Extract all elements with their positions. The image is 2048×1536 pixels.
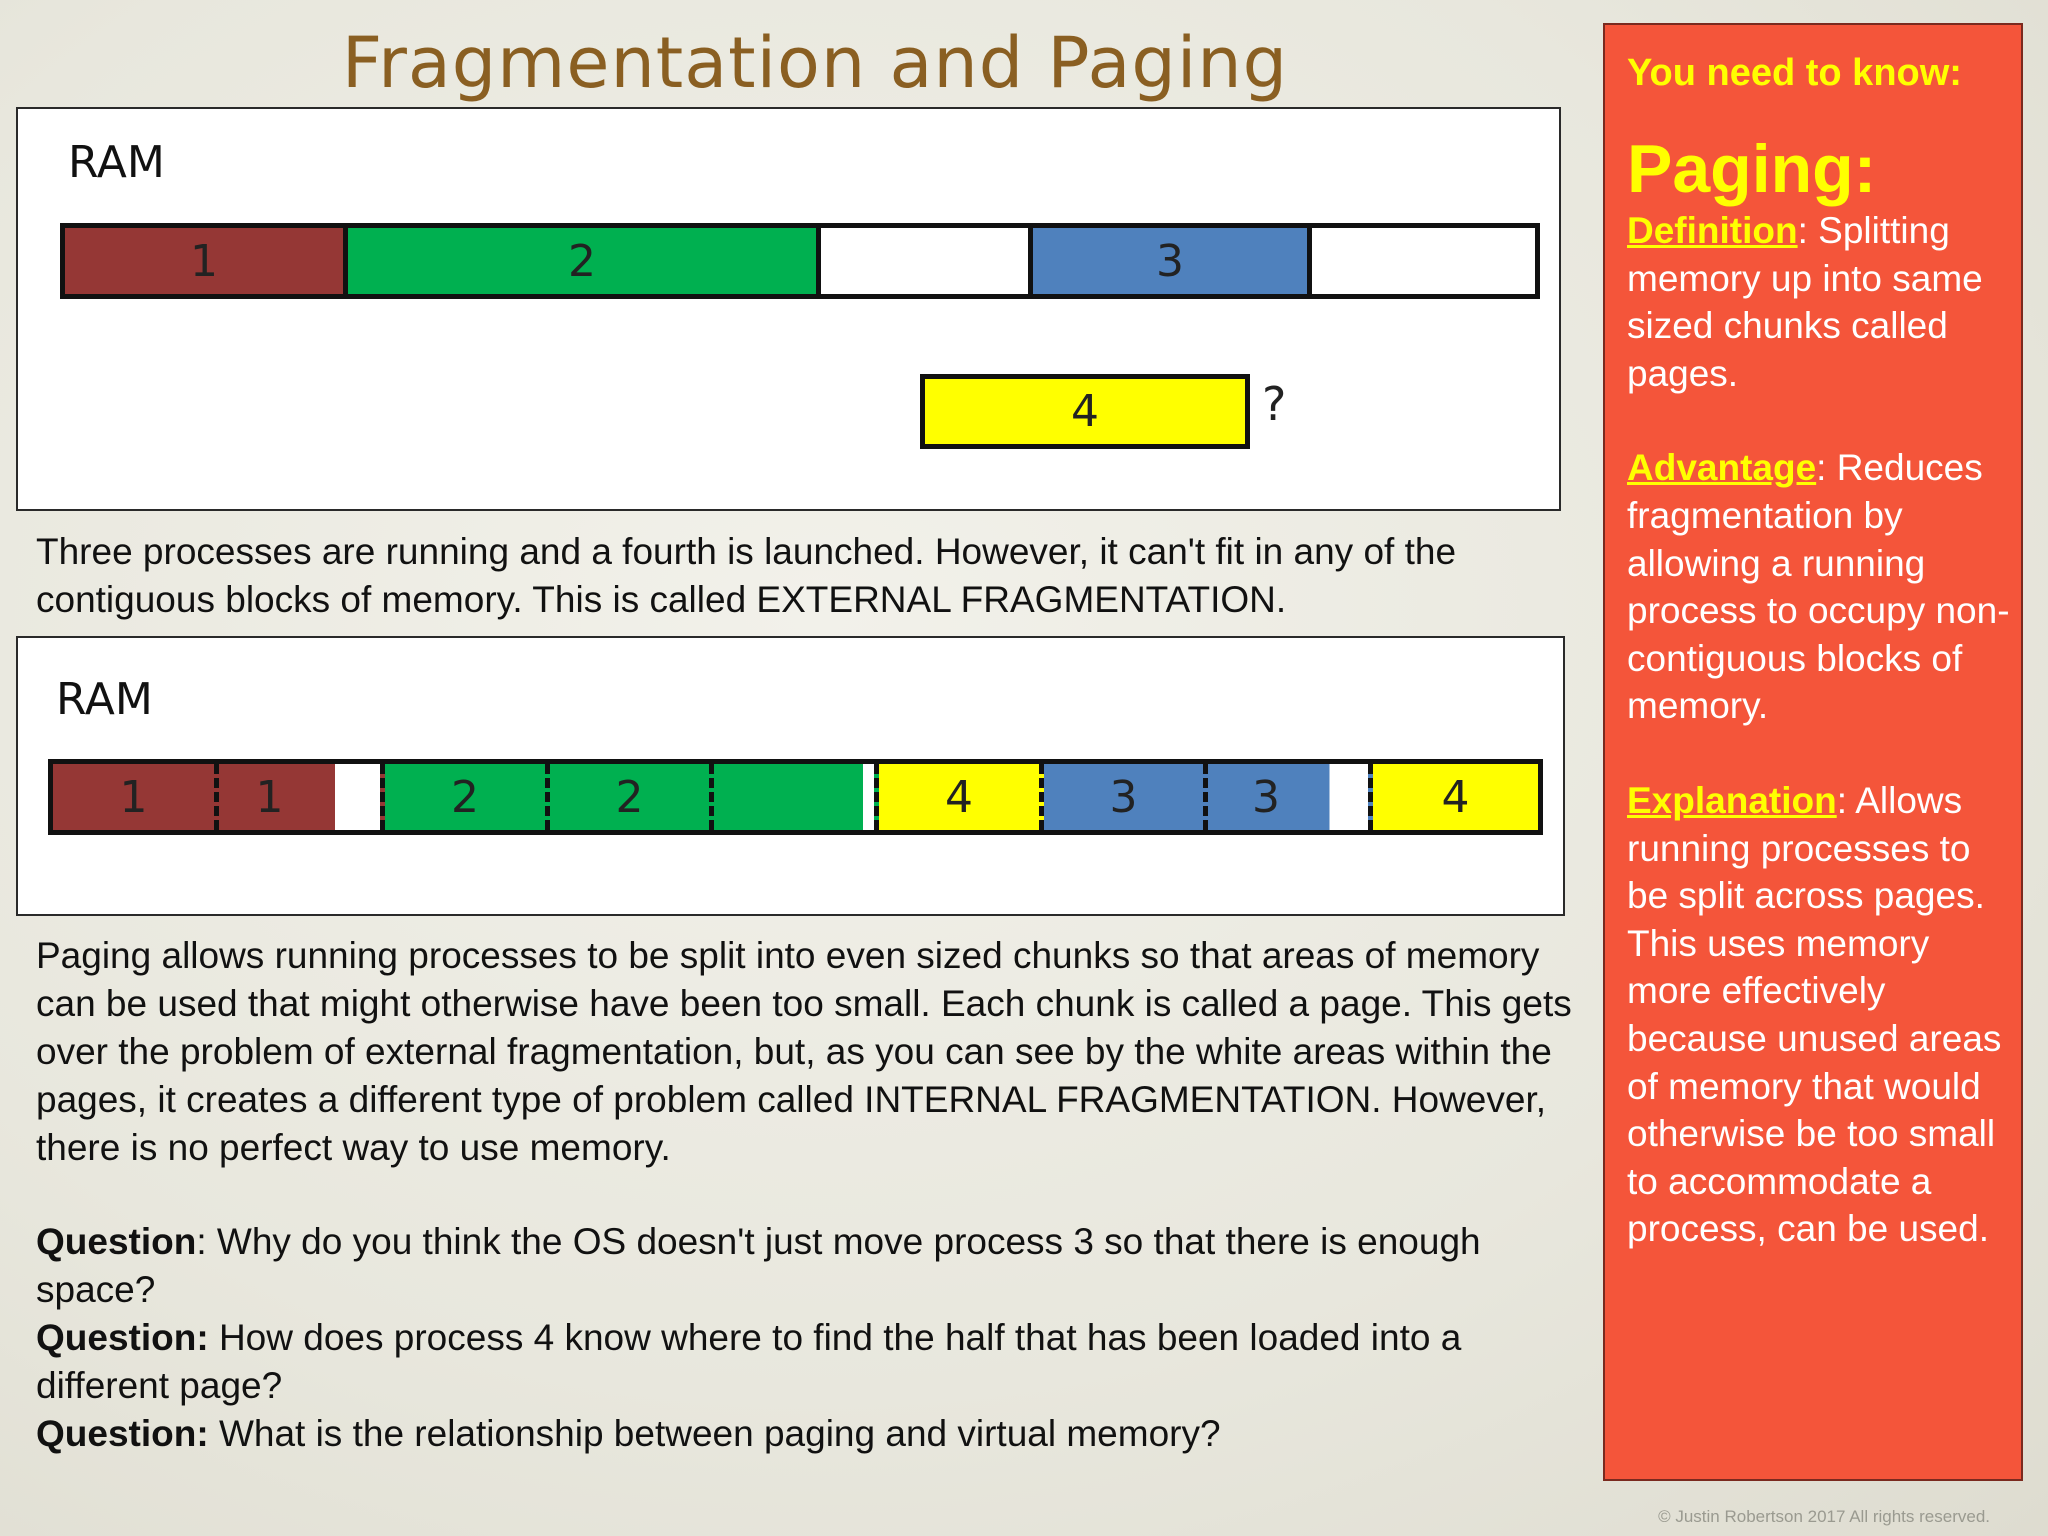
advantage-label: Advantage <box>1627 447 1817 489</box>
question-2 <box>36 1314 1536 1410</box>
process-4-block: 4 <box>925 379 1245 444</box>
page-process-3-partial <box>1208 764 1373 830</box>
free-block <box>821 228 1033 294</box>
page-process-3: 3 <box>1044 764 1208 830</box>
question-text: Why do you think the OS doesn't just move process 3 so that there is enough space? <box>36 1221 1481 1310</box>
page-process-2: 2 <box>385 764 550 830</box>
page-process-1-partial <box>219 764 385 830</box>
advantage-block <box>1627 444 2021 730</box>
question-3 <box>36 1410 1536 1458</box>
questions <box>36 1218 1536 1458</box>
free-block <box>1312 228 1535 294</box>
explanation-text: : Allows running processes to be split across pages. This uses memory more effectively because unused areas of memory that would otherwise be too small to accommodate a process, can be used. <box>1627 779 2002 1250</box>
page-process-2-partial <box>714 764 879 830</box>
ram-label: RAM <box>56 674 153 725</box>
sidebar-topic: Paging: <box>1627 131 1877 207</box>
question-mark: ? <box>1262 377 1287 431</box>
page-process-4: 4 <box>1373 764 1538 830</box>
slide-title: Fragmentation and Paging <box>341 22 1289 104</box>
question-separator: : <box>196 1221 207 1262</box>
page-label: 3 <box>1252 771 1280 823</box>
explanation-block <box>1627 777 2021 1253</box>
ram-diagram-paging <box>16 636 1565 916</box>
key-facts-sidebar <box>1603 23 2023 1481</box>
explanation-label: Explanation <box>1627 779 1837 821</box>
question-label: Question <box>36 1221 197 1262</box>
page-label: 1 <box>255 771 284 823</box>
definition-block <box>1627 207 2021 397</box>
ram-label: RAM <box>68 137 165 188</box>
process-3-block: 3 <box>1033 228 1312 294</box>
page-process-2: 2 <box>550 764 714 830</box>
page-process-4: 4 <box>879 764 1044 830</box>
definition-label: Definition <box>1627 210 1798 251</box>
ram-diagram-external <box>16 107 1561 511</box>
question-text: How does process 4 know where to find the half that has been loaded into a different page? <box>36 1317 1462 1406</box>
incoming-process-4 <box>920 374 1250 449</box>
definition-text: : Splitting memory up into same sized chunks called pages. <box>1627 210 1983 394</box>
process-2-block: 2 <box>348 228 821 294</box>
external-fragmentation-text: Three processes are running and a fourth is launched. However, it can't fit in any of the contiguous blocks of memory. This is called EXTERNAL FRAGMENTATION. <box>36 531 1457 620</box>
copyright-notice: © Justin Robertson 2017 All rights reserved. <box>1658 1507 1990 1526</box>
question-text: What is the relationship between paging and virtual memory? <box>208 1413 1221 1454</box>
page-process-1: 1 <box>53 764 219 830</box>
sidebar-heading: You need to know: <box>1627 52 1962 94</box>
question-label: Question: <box>36 1317 209 1358</box>
paging-explanation-text: Paging allows running processes to be split into even sized chunks so that areas of memory can be used that might otherwise have been too small. Each chunk is called a page. This gets over the problem of external fragmentation, but, as you can see by the white areas within the pages, it creates a different type of problem called INTERNAL FRAGMENTATION. However, there is no perfect way to use memory. <box>36 935 1572 1168</box>
ram-bar <box>60 223 1540 299</box>
question-1 <box>36 1218 1536 1314</box>
paged-ram-bar <box>48 759 1543 835</box>
advantage-text: : Reduces fragmentation by allowing a running process to occupy non-contiguous blocks of memory. <box>1627 447 2010 727</box>
question-label: Question: <box>36 1413 209 1454</box>
process-1-block: 1 <box>65 228 348 294</box>
